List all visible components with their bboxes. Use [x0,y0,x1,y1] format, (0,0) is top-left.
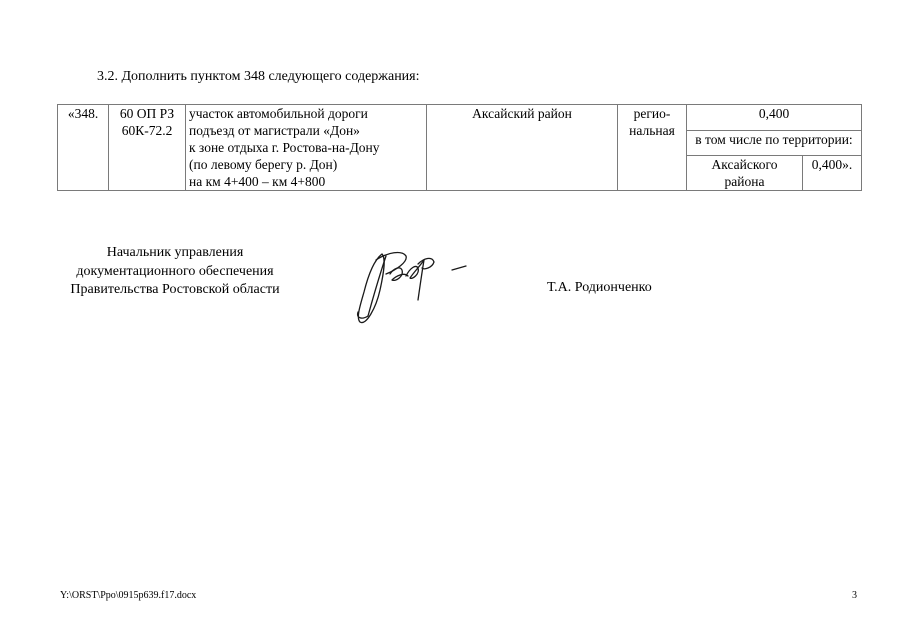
sub-area-name: Аксайского района [687,156,803,191]
intro-paragraph: 3.2. Дополнить пунктом 348 следующего содержания: [97,69,420,84]
road-code [109,105,186,191]
including-label: в том числе по территории: [687,130,862,156]
sub-area-value: 0,400». [803,156,862,191]
road-code-line: 60 ОП РЗ [119,106,175,121]
total-length: 0,400 [687,105,862,131]
page-number: 3 [852,590,857,601]
road-code-line: 60К-72.2 [121,123,173,138]
signatory-position [50,244,300,300]
road-description [186,105,427,191]
position-line: документационного обеспечения [76,263,274,279]
description-line: к зоне отдыха г. Ростова-на-Дону [189,140,380,155]
item-number: «348. [58,105,109,191]
description-line: участок автомобильной дороги [189,106,368,121]
signatory-name: Т.А. Родионченко [547,280,652,295]
position-line: Начальник управления [106,245,244,260]
handwritten-signature [346,246,476,328]
road-type [618,105,687,191]
description-line: (по левому берегу р. Дон) [189,157,338,172]
road-table [57,104,862,191]
position-line: Правительства Ростовской области [70,282,280,297]
district-cell: Аксайский район [427,105,618,191]
description-line: подъезд от магистрали «Дон» [189,123,360,138]
description-line: на км 4+400 – км 4+800 [189,174,326,189]
road-type-line: регио- [633,106,671,121]
table-row [58,105,862,131]
file-path: Y:\ORST\Ppo\0915p639.f17.docx [60,590,197,601]
road-type-line: нальная [629,123,675,138]
